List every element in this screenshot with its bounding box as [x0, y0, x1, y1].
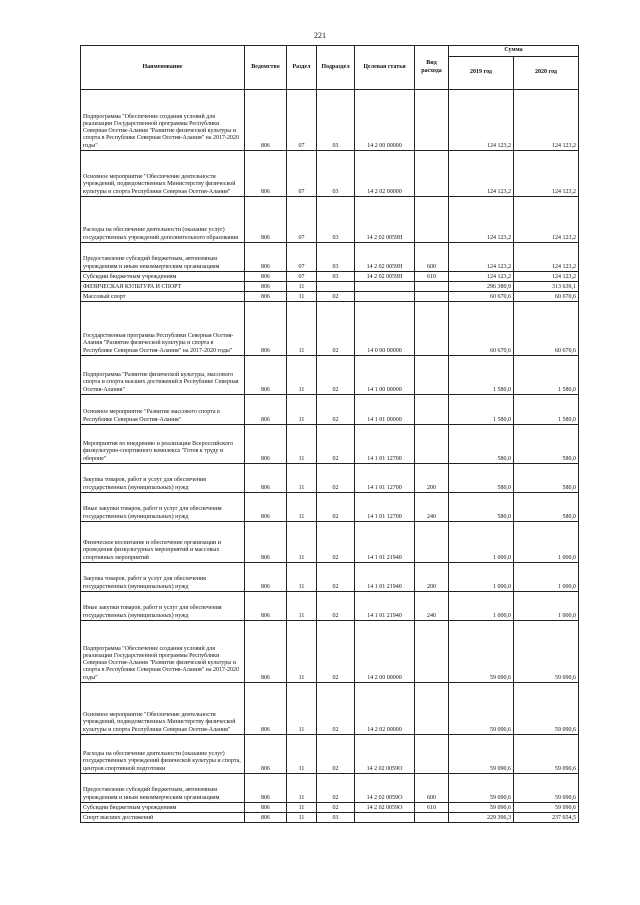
row-2019: 59 090,6	[449, 735, 514, 774]
row-2020: 60 670,6	[514, 302, 579, 356]
budget-table	[80, 45, 579, 823]
row-target: 14 2 02 0059О	[355, 735, 415, 774]
header-2020: 2020 год	[514, 57, 579, 90]
row-subsection: 02	[317, 356, 355, 395]
row-target: 14 2 02 0059Н	[355, 197, 415, 243]
table-row	[81, 282, 579, 292]
row-type: 240	[415, 592, 449, 621]
row-name: Предоставление субсидий бюджетным, автономным учреждениям и иным некоммерческим организациям	[81, 243, 245, 272]
row-subsection: 02	[317, 563, 355, 592]
row-name: Расходы на обеспечение деятельности (оказание услуг) государственных учреждений физической культуры и спорта, центров спортивной подготовки	[81, 735, 245, 774]
row-subsection: 03	[317, 90, 355, 151]
row-2020: 59 090,6	[514, 683, 579, 735]
row-2020: 580,0	[514, 464, 579, 493]
row-2019: 580,0	[449, 493, 514, 522]
row-subsection: 02	[317, 774, 355, 803]
row-name: Закупка товаров, работ и услуг для обеспечения государственных (муниципальных) нужд	[81, 563, 245, 592]
row-2019: 124 123,2	[449, 272, 514, 282]
row-subsection: 02	[317, 425, 355, 464]
table-row	[81, 735, 579, 774]
row-target: 14 2 02 0059Н	[355, 243, 415, 272]
table-row	[81, 197, 579, 243]
row-dept: 806	[245, 621, 287, 683]
row-target: 14 1 01 21940	[355, 522, 415, 563]
row-subsection	[317, 282, 355, 292]
header-name: Наименование	[81, 46, 245, 90]
row-2019: 1 580,0	[449, 356, 514, 395]
row-2019: 296 380,9	[449, 282, 514, 292]
row-subsection: 03	[317, 151, 355, 197]
row-2019: 124 123,2	[449, 197, 514, 243]
row-2020: 124 123,2	[514, 151, 579, 197]
header-2019: 2019 год	[449, 57, 514, 90]
row-2020: 1 000,0	[514, 522, 579, 563]
row-name: Субсидии бюджетным учреждениям	[81, 272, 245, 282]
header-dept: Ведомство	[245, 46, 287, 90]
row-section: 07	[287, 243, 317, 272]
row-subsection: 03	[317, 243, 355, 272]
table-row	[81, 395, 579, 425]
page-number: 221	[314, 31, 326, 40]
row-target: 14 2 02 00000	[355, 683, 415, 735]
row-target: 14 2 02 00000	[355, 151, 415, 197]
row-type	[415, 90, 449, 151]
row-dept: 806	[245, 395, 287, 425]
row-name: Закупка товаров, работ и услуг для обеспечения государственных (муниципальных) нужд	[81, 464, 245, 493]
row-target: 14 1 01 12700	[355, 425, 415, 464]
row-dept: 806	[245, 356, 287, 395]
row-type	[415, 292, 449, 302]
row-2020: 124 123,2	[514, 90, 579, 151]
row-dept: 806	[245, 302, 287, 356]
row-subsection: 02	[317, 493, 355, 522]
row-section: 11	[287, 464, 317, 493]
row-2019: 59 090,6	[449, 621, 514, 683]
row-subsection: 02	[317, 395, 355, 425]
row-2020: 1 580,0	[514, 395, 579, 425]
row-type	[415, 735, 449, 774]
row-2020: 124 123,2	[514, 243, 579, 272]
row-type: 200	[415, 464, 449, 493]
row-section: 11	[287, 522, 317, 563]
row-section: 11	[287, 735, 317, 774]
row-dept: 806	[245, 272, 287, 282]
row-2020: 1 000,0	[514, 563, 579, 592]
row-target	[355, 292, 415, 302]
row-type: 600	[415, 243, 449, 272]
row-2019: 1 580,0	[449, 395, 514, 425]
row-target: 14 2 02 0059Н	[355, 272, 415, 282]
row-type	[415, 302, 449, 356]
row-dept: 806	[245, 813, 287, 823]
row-type	[415, 813, 449, 823]
row-type	[415, 282, 449, 292]
table-row	[81, 356, 579, 395]
row-target: 14 2 00 00000	[355, 90, 415, 151]
row-2020: 60 670,6	[514, 292, 579, 302]
row-dept: 806	[245, 90, 287, 151]
row-dept: 806	[245, 522, 287, 563]
row-subsection: 02	[317, 522, 355, 563]
row-2019: 59 090,6	[449, 803, 514, 813]
row-section: 11	[287, 292, 317, 302]
row-section: 07	[287, 90, 317, 151]
row-name: Предоставление субсидий бюджетным, автономным учреждениям и иным некоммерческим организациям	[81, 774, 245, 803]
row-name: Физическое воспитание и обеспечение организации и проведения физкультурных мероприятий и массовых спортивных мероприятий	[81, 522, 245, 563]
row-name: Подпрограмма "Обеспечение создания условий для реализации Государственной программы Республики Северная Осетия-Алания "Развитие физической культуры и спорта в Республике Северная Осетия-Алания" на 2017-2020 годы"	[81, 90, 245, 151]
row-2019: 124 123,2	[449, 243, 514, 272]
row-type	[415, 683, 449, 735]
table-row	[81, 774, 579, 803]
row-name: Субсидии бюджетным учреждениям	[81, 803, 245, 813]
row-2019: 1 000,0	[449, 563, 514, 592]
row-subsection: 02	[317, 292, 355, 302]
row-2019: 124 123,2	[449, 90, 514, 151]
row-name: Основное мероприятие "Обеспечение деятельности учреждений, подведомственных Министерству физической культуры и спорта Республики Северная Осетия-Алания"	[81, 683, 245, 735]
row-target: 14 2 00 00000	[355, 621, 415, 683]
table-row	[81, 272, 579, 282]
row-section: 11	[287, 356, 317, 395]
row-section: 11	[287, 563, 317, 592]
table-row	[81, 522, 579, 563]
row-2019: 1 000,0	[449, 522, 514, 563]
row-subsection: 02	[317, 735, 355, 774]
row-target: 14 1 00 00000	[355, 356, 415, 395]
row-name: Основное мероприятие "Развитие массового спорта в Республике Северная Осетия-Алания"	[81, 395, 245, 425]
row-dept: 806	[245, 493, 287, 522]
row-2019: 60 670,6	[449, 302, 514, 356]
row-name: Иные закупки товаров, работ и услуг для обеспечения государственных (муниципальных) нужд	[81, 493, 245, 522]
row-section: 11	[287, 282, 317, 292]
table-row	[81, 592, 579, 621]
row-2019: 59 090,6	[449, 774, 514, 803]
row-subsection: 02	[317, 803, 355, 813]
row-subsection: 02	[317, 621, 355, 683]
row-subsection: 02	[317, 683, 355, 735]
table-row	[81, 90, 579, 151]
row-section: 11	[287, 813, 317, 823]
row-target: 14 1 01 12700	[355, 493, 415, 522]
table-row	[81, 243, 579, 272]
row-dept: 806	[245, 425, 287, 464]
row-name: Подпрограмма "Обеспечение создания условий для реализации Государственной программы Республики Северная Осетия-Алания "Развитие физической культуры и спорта в Республике Северная Осетия-Алания" на 2017-2020 годы"	[81, 621, 245, 683]
row-name: Массовый спорт	[81, 292, 245, 302]
row-2019: 60 670,6	[449, 292, 514, 302]
row-name: Спорт высших достижений	[81, 813, 245, 823]
row-dept: 806	[245, 292, 287, 302]
row-section: 11	[287, 425, 317, 464]
row-2020: 124 123,2	[514, 197, 579, 243]
table-row	[81, 151, 579, 197]
row-subsection: 02	[317, 464, 355, 493]
row-type: 610	[415, 272, 449, 282]
row-dept: 806	[245, 774, 287, 803]
row-name: Мероприятия по внедрению и реализации Всероссийского физкультурно-спортивного комплекса "Готов к труду и обороне"	[81, 425, 245, 464]
row-section: 11	[287, 774, 317, 803]
row-type: 610	[415, 803, 449, 813]
table-row	[81, 292, 579, 302]
header-target: Целевая статья	[355, 46, 415, 90]
row-type	[415, 425, 449, 464]
table-row	[81, 683, 579, 735]
row-dept: 806	[245, 282, 287, 292]
table-row	[81, 302, 579, 356]
row-name: Основное мероприятие "Обеспечение деятельности учреждений, подведомственных Министерству физической культуры и спорта Республики Северная Осетия-Алания"	[81, 151, 245, 197]
row-type	[415, 151, 449, 197]
row-2020: 59 090,6	[514, 803, 579, 813]
table-row	[81, 464, 579, 493]
row-name: Государственная программа Республики Северная Осетия-Алания "Развитие физической культуры и спорта в Республике Северная Осетия-Алания" на 2017-2020 годы"	[81, 302, 245, 356]
row-2019: 580,0	[449, 464, 514, 493]
row-dept: 806	[245, 803, 287, 813]
table-row	[81, 425, 579, 464]
row-dept: 806	[245, 683, 287, 735]
table-body	[81, 90, 579, 823]
header-section: Раздел	[287, 46, 317, 90]
row-type	[415, 395, 449, 425]
row-target	[355, 813, 415, 823]
table-row	[81, 493, 579, 522]
row-name: ФИЗИЧЕСКАЯ КУЛЬТУРА И СПОРТ	[81, 282, 245, 292]
header-subsection: Подраздел	[317, 46, 355, 90]
row-section: 07	[287, 151, 317, 197]
header-sum: Сумма	[449, 46, 579, 57]
row-2020: 580,0	[514, 425, 579, 464]
row-dept: 806	[245, 592, 287, 621]
row-type: 600	[415, 774, 449, 803]
row-2020: 580,0	[514, 493, 579, 522]
row-target: 14 1 01 21940	[355, 563, 415, 592]
table-row	[81, 563, 579, 592]
row-target: 14 0 00 00000	[355, 302, 415, 356]
row-target: 14 1 01 00000	[355, 395, 415, 425]
row-dept: 806	[245, 243, 287, 272]
row-type	[415, 522, 449, 563]
row-name: Подпрограмма "Развитие физической культуры, массового спорта и спорта высших достижений в Республике Северная Осетия-Алания"	[81, 356, 245, 395]
row-2020: 124 123,2	[514, 272, 579, 282]
row-subsection: 02	[317, 302, 355, 356]
table-row	[81, 621, 579, 683]
row-target: 14 2 02 0059О	[355, 774, 415, 803]
row-target: 14 1 01 12700	[355, 464, 415, 493]
row-subsection: 03	[317, 197, 355, 243]
row-2019: 229 396,3	[449, 813, 514, 823]
row-subsection: 03	[317, 813, 355, 823]
row-2020: 1 580,0	[514, 356, 579, 395]
row-name: Расходы на обеспечение деятельности (оказание услуг) государственных учреждений дополнительного образования	[81, 197, 245, 243]
row-section: 07	[287, 272, 317, 282]
row-target: 14 1 01 21940	[355, 592, 415, 621]
row-2019: 580,0	[449, 425, 514, 464]
row-name: Иные закупки товаров, работ и услуг для обеспечения государственных (муниципальных) нужд	[81, 592, 245, 621]
row-dept: 806	[245, 735, 287, 774]
row-2019: 1 000,0	[449, 592, 514, 621]
row-type: 240	[415, 493, 449, 522]
row-2020: 237 654,5	[514, 813, 579, 823]
header-type: Вид расхода	[415, 46, 449, 90]
row-2019: 124 123,2	[449, 151, 514, 197]
row-target: 14 2 02 0059О	[355, 803, 415, 813]
row-2019: 59 090,6	[449, 683, 514, 735]
row-type: 200	[415, 563, 449, 592]
row-section: 11	[287, 592, 317, 621]
row-section: 07	[287, 197, 317, 243]
row-type	[415, 356, 449, 395]
row-subsection: 02	[317, 592, 355, 621]
row-2020: 59 090,6	[514, 774, 579, 803]
row-section: 11	[287, 302, 317, 356]
row-section: 11	[287, 395, 317, 425]
row-type	[415, 197, 449, 243]
table-row	[81, 813, 579, 823]
row-dept: 806	[245, 197, 287, 243]
row-section: 11	[287, 493, 317, 522]
row-subsection: 03	[317, 272, 355, 282]
row-dept: 806	[245, 464, 287, 493]
row-target	[355, 282, 415, 292]
row-dept: 806	[245, 563, 287, 592]
row-dept: 806	[245, 151, 287, 197]
row-2020: 59 090,6	[514, 621, 579, 683]
row-section: 11	[287, 621, 317, 683]
row-section: 11	[287, 803, 317, 813]
table-row	[81, 803, 579, 813]
row-2020: 1 000,0	[514, 592, 579, 621]
row-type	[415, 621, 449, 683]
row-section: 11	[287, 683, 317, 735]
row-2020: 59 090,6	[514, 735, 579, 774]
row-2020: 313 639,1	[514, 282, 579, 292]
